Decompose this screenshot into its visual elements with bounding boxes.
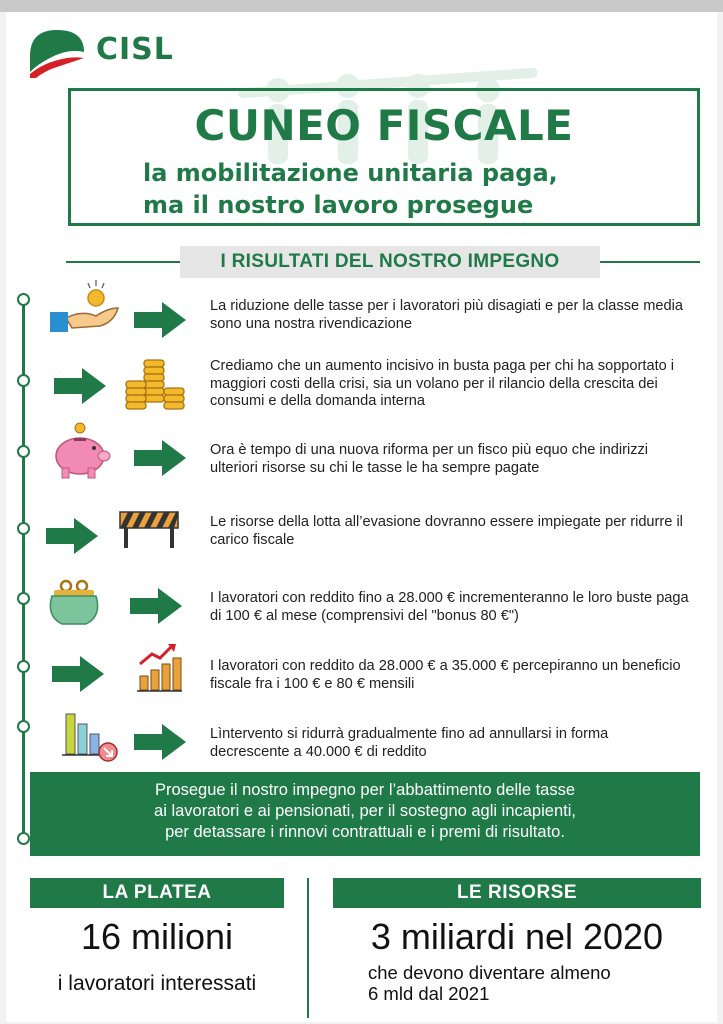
top-bar: [0, 0, 723, 12]
infographic-sheet: [6, 12, 717, 1022]
timeline-dot: [17, 293, 30, 306]
platea-value: 16 milioni: [80, 916, 234, 957]
coin-hand-icon: [48, 278, 120, 338]
timeline-dot: [17, 592, 30, 605]
section-rule-left: [66, 261, 184, 263]
title-subtitle-line1: la mobilitazione unitaria paga,: [143, 159, 558, 187]
arrow-right-icon: [134, 302, 186, 338]
result-item-text: Crediamo che un aumento incisivo in busta paga per chi ha sopportato i maggiori costi della crisi, sia un volano per il rilancio della crescita dei consumi e della domanda interna: [210, 358, 675, 409]
risorse-caption-line1: che devono diventare almeno: [368, 962, 611, 983]
section-heading: I RISULTATI DEL NOSTRO IMPEGNO: [180, 246, 600, 278]
growth-chart-icon: [136, 642, 182, 694]
result-item-text: I lavoratori con reddito da 28.000 € a 35.000 € percepiranno un beneficio fiscale fra i 100 € e 80 € mensili: [210, 658, 681, 692]
arrow-right-icon: [52, 656, 104, 692]
coin-purse-icon: [46, 578, 102, 628]
arrow-right-icon: [54, 368, 106, 404]
stats-divider: [307, 878, 309, 1018]
title-box: [68, 88, 700, 226]
risorse-value: 3 miliardi nel 2020: [370, 916, 664, 957]
logo-text: CISL: [96, 32, 174, 67]
commitment-banner: [30, 772, 700, 856]
timeline-dot: [17, 660, 30, 673]
result-item-text: I lavoratori con reddito fino a 28.000 € incrementeranno le loro buste paga di 100 € al mese (comprensivi del "bonus 80 €"): [210, 590, 689, 624]
timeline-dot: [17, 522, 30, 535]
timeline-dot: [17, 445, 30, 458]
timeline-dot: [17, 374, 30, 387]
banner-line: ai lavoratori e ai pensionati, per il sostegno agli incapienti,: [154, 802, 576, 820]
arrow-right-icon: [134, 440, 186, 476]
decline-chart-icon: [60, 710, 122, 762]
risorse-label: LE RISORSE: [333, 878, 701, 908]
section-rule-right: [598, 261, 700, 263]
result-item-text: La riduzione delle tasse per i lavoratori più disagiati e per la classe media sono una nostra rivendicazione: [210, 298, 683, 332]
banner-line: per detassare i rinnovi contrattuali e i premi di risultato.: [165, 823, 565, 841]
timeline-dot: [17, 832, 30, 845]
platea-caption: i lavoratori interessati: [57, 972, 257, 995]
timeline-dot: [17, 720, 30, 733]
piggy-bank-icon: [50, 422, 112, 480]
arrow-right-icon: [130, 588, 182, 624]
platea-label: LA PLATEA: [30, 878, 284, 908]
title-subtitle-line2: ma il nostro lavoro prosegue: [143, 191, 534, 219]
result-item-text: Ora è tempo di una nuova riforma per un fisco più equo che indirizzi ulteriori risorse su chi le tasse le ha sempre pagate: [210, 442, 649, 476]
result-item-text: Le risorse della lotta all’evasione dovranno essere impiegate per ridurre il carico fiscale: [210, 514, 683, 548]
cisl-logo: [28, 26, 203, 86]
coin-stacks-icon: [124, 356, 186, 412]
cisl-logo-icon: [28, 26, 86, 78]
risorse-caption-line2: 6 mld dal 2021: [368, 983, 490, 1004]
barrier-icon: [118, 508, 180, 548]
risorse-caption: [368, 962, 698, 1004]
arrow-right-icon: [46, 518, 98, 554]
page-title: CUNEO FISCALE: [194, 101, 574, 150]
banner-line: Prosegue il nostro impegno per l’abbattimento delle tasse: [154, 781, 576, 799]
arrow-right-icon: [134, 724, 186, 760]
result-item-text: Lìntervento si ridurrà gradualmente fino ad annullarsi in forma decrescente a 40.000 € di reddito: [210, 726, 609, 760]
